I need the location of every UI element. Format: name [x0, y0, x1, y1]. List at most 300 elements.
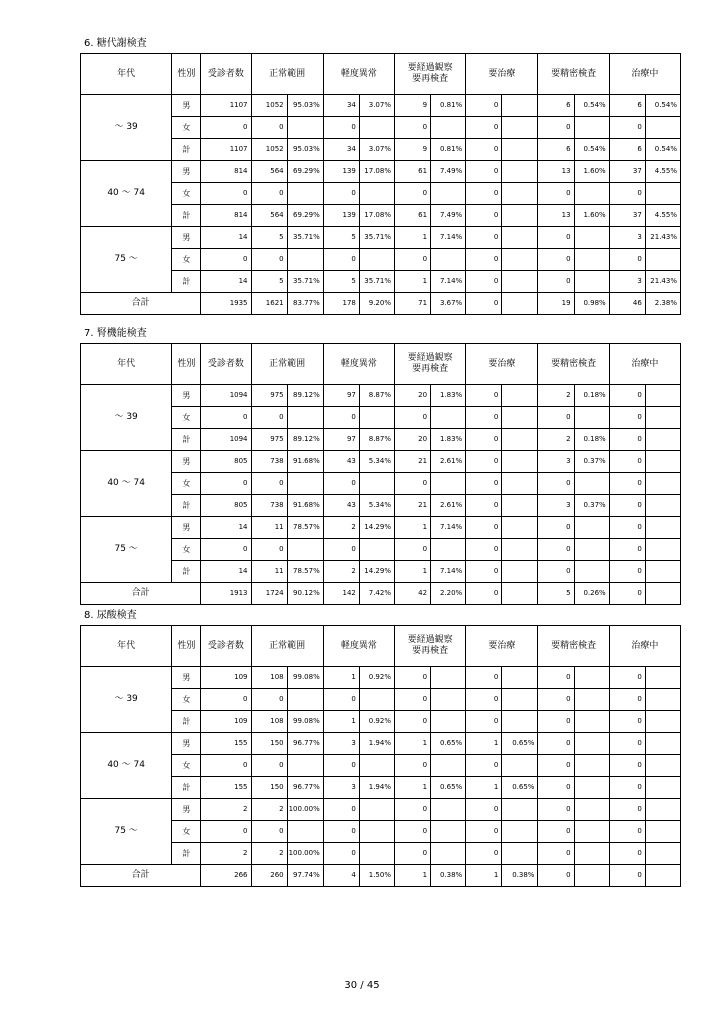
total-label: 合計: [81, 865, 201, 887]
count-cell: 2: [538, 385, 574, 407]
percent-cell: [287, 117, 323, 139]
count-cell: 0: [394, 539, 430, 561]
percent-cell: [645, 517, 680, 539]
total-row: [81, 583, 681, 605]
count-cell: 0: [466, 517, 502, 539]
count-cell: 1052: [251, 95, 287, 117]
column-header: 要治療: [466, 344, 538, 385]
sex-cell: 男: [172, 451, 201, 473]
percent-cell: 0.81%: [431, 139, 466, 161]
table-row: [81, 227, 681, 249]
column-header: 正常範囲: [251, 54, 323, 95]
percent-cell: [502, 495, 538, 517]
count-cell: 1: [466, 865, 502, 887]
percent-cell: [574, 271, 609, 293]
percent-cell: [431, 667, 466, 689]
percent-cell: [502, 711, 538, 733]
count-cell: 20: [394, 429, 430, 451]
count-cell: 0: [609, 843, 645, 865]
age-group-cell: ～ 39: [81, 95, 172, 161]
count-cell: 1: [394, 561, 430, 583]
count-cell: 1: [394, 271, 430, 293]
column-header: 軽度異常: [323, 344, 394, 385]
count-cell: 0: [538, 249, 574, 271]
column-header: 年代: [81, 344, 172, 385]
percent-cell: [359, 473, 394, 495]
count-cell: 2: [323, 517, 359, 539]
count-cell: 0: [394, 249, 430, 271]
count-cell: 0: [323, 249, 359, 271]
percent-cell: 5.34%: [359, 495, 394, 517]
percent-cell: [502, 139, 538, 161]
section-title: 6. 糖代謝検査: [84, 38, 147, 49]
percent-cell: 90.12%: [287, 583, 323, 605]
count-cell: 61: [394, 205, 430, 227]
count-cell: 0: [609, 117, 645, 139]
column-header: 正常範囲: [251, 626, 323, 667]
percent-cell: 0.98%: [574, 293, 609, 315]
percent-cell: [502, 451, 538, 473]
percent-cell: [645, 407, 680, 429]
percent-cell: 17.08%: [359, 205, 394, 227]
percent-cell: 7.14%: [431, 271, 466, 293]
sex-cell: 女: [172, 755, 201, 777]
examinee-count-cell: 1107: [201, 95, 251, 117]
percent-cell: 96.77%: [287, 777, 323, 799]
count-cell: 0: [538, 539, 574, 561]
column-header: 治療中: [609, 344, 680, 385]
count-cell: 0: [609, 495, 645, 517]
percent-cell: [574, 667, 609, 689]
examinee-count-cell: 109: [201, 711, 251, 733]
count-cell: 1: [466, 733, 502, 755]
count-cell: 3: [609, 227, 645, 249]
sex-cell: 男: [172, 385, 201, 407]
percent-cell: [287, 821, 323, 843]
column-header: 治療中: [609, 626, 680, 667]
column-header: 受診者数: [201, 626, 251, 667]
percent-cell: [502, 293, 538, 315]
count-cell: 0: [251, 249, 287, 271]
count-cell: 0: [538, 733, 574, 755]
sex-cell: 女: [172, 183, 201, 205]
column-header: 受診者数: [201, 54, 251, 95]
count-cell: 2: [538, 429, 574, 451]
count-cell: 13: [538, 205, 574, 227]
percent-cell: [645, 755, 680, 777]
percent-cell: 0.92%: [359, 711, 394, 733]
percent-cell: 3.07%: [359, 139, 394, 161]
percent-cell: [574, 183, 609, 205]
count-cell: 97: [323, 385, 359, 407]
examinee-count-cell: 0: [201, 249, 251, 271]
column-header: 治療中: [609, 54, 680, 95]
percent-cell: [359, 117, 394, 139]
column-header: 年代: [81, 626, 172, 667]
column-header: 要精密検査: [538, 626, 609, 667]
examinee-count-cell: 2: [201, 799, 251, 821]
count-cell: 0: [538, 689, 574, 711]
percent-cell: [645, 385, 680, 407]
column-header: 要精密検査: [538, 344, 609, 385]
percent-cell: 5.34%: [359, 451, 394, 473]
count-cell: 3: [538, 451, 574, 473]
percent-cell: [359, 843, 394, 865]
percent-cell: 1.94%: [359, 777, 394, 799]
percent-cell: 14.29%: [359, 517, 394, 539]
percent-cell: [287, 689, 323, 711]
count-cell: 21: [394, 451, 430, 473]
percent-cell: [645, 539, 680, 561]
percent-cell: 7.49%: [431, 205, 466, 227]
count-cell: 0: [609, 517, 645, 539]
count-cell: 0: [394, 183, 430, 205]
percent-cell: 17.08%: [359, 161, 394, 183]
count-cell: 0: [609, 667, 645, 689]
count-cell: 20: [394, 385, 430, 407]
count-cell: 0: [394, 821, 430, 843]
count-cell: 0: [251, 755, 287, 777]
count-cell: 0: [538, 561, 574, 583]
count-cell: 0: [538, 517, 574, 539]
count-cell: 0: [466, 843, 502, 865]
count-cell: 0: [609, 821, 645, 843]
total-row: [81, 293, 681, 315]
percent-cell: 0.54%: [574, 139, 609, 161]
percent-cell: 99.08%: [287, 711, 323, 733]
count-cell: 0: [251, 117, 287, 139]
count-cell: 0: [394, 473, 430, 495]
count-cell: 6: [609, 139, 645, 161]
examinee-count-cell: 0: [201, 821, 251, 843]
count-cell: 37: [609, 205, 645, 227]
count-cell: 0: [323, 755, 359, 777]
column-header: 性別: [172, 626, 201, 667]
percent-cell: 35.71%: [359, 227, 394, 249]
examinee-count-cell: 2: [201, 843, 251, 865]
percent-cell: [502, 429, 538, 451]
count-cell: 139: [323, 161, 359, 183]
percent-cell: [645, 451, 680, 473]
column-header: 要治療: [466, 54, 538, 95]
percent-cell: 0.18%: [574, 385, 609, 407]
percent-cell: [645, 583, 680, 605]
count-cell: 0: [538, 667, 574, 689]
count-cell: 738: [251, 495, 287, 517]
sex-cell: 計: [172, 711, 201, 733]
column-header: 要経過観察 要再検査: [394, 344, 465, 385]
percent-cell: [574, 843, 609, 865]
count-cell: 0: [466, 473, 502, 495]
percent-cell: [502, 205, 538, 227]
percent-cell: 97.74%: [287, 865, 323, 887]
count-cell: 1621: [251, 293, 287, 315]
count-cell: 0: [609, 249, 645, 271]
count-cell: 6: [609, 95, 645, 117]
percent-cell: [502, 843, 538, 865]
count-cell: 0: [466, 183, 502, 205]
age-group-cell: 75 ～: [81, 799, 172, 865]
percent-cell: [645, 733, 680, 755]
percent-cell: [431, 183, 466, 205]
column-header: 軽度異常: [323, 54, 394, 95]
percent-cell: 3.67%: [431, 293, 466, 315]
percent-cell: [502, 183, 538, 205]
count-cell: 0: [466, 161, 502, 183]
count-cell: 0: [538, 843, 574, 865]
percent-cell: [645, 865, 680, 887]
percent-cell: 0.65%: [502, 733, 538, 755]
percent-cell: [431, 473, 466, 495]
column-header: 要精密検査: [538, 54, 609, 95]
count-cell: 0: [323, 473, 359, 495]
percent-cell: 1.83%: [431, 429, 466, 451]
count-cell: 13: [538, 161, 574, 183]
count-cell: 3: [538, 495, 574, 517]
examinee-count-cell: 0: [201, 473, 251, 495]
percent-cell: [431, 249, 466, 271]
total-label: 合計: [81, 293, 201, 315]
sex-cell: 女: [172, 689, 201, 711]
count-cell: 0: [466, 821, 502, 843]
count-cell: 0: [251, 821, 287, 843]
count-cell: 34: [323, 95, 359, 117]
percent-cell: 7.49%: [431, 161, 466, 183]
percent-cell: 96.77%: [287, 733, 323, 755]
count-cell: 0: [538, 183, 574, 205]
count-cell: 71: [394, 293, 430, 315]
percent-cell: 0.38%: [502, 865, 538, 887]
percent-cell: [431, 117, 466, 139]
count-cell: 2: [251, 799, 287, 821]
count-cell: 0: [394, 843, 430, 865]
count-cell: 139: [323, 205, 359, 227]
count-cell: 0: [394, 799, 430, 821]
percent-cell: 89.12%: [287, 385, 323, 407]
count-cell: 5: [251, 227, 287, 249]
column-header: 受診者数: [201, 344, 251, 385]
count-cell: 0: [609, 733, 645, 755]
header-row: [81, 344, 681, 385]
sex-cell: 男: [172, 733, 201, 755]
sex-cell: 計: [172, 271, 201, 293]
count-cell: 0: [323, 117, 359, 139]
percent-cell: [574, 539, 609, 561]
count-cell: 3: [323, 777, 359, 799]
percent-cell: 69.29%: [287, 205, 323, 227]
percent-cell: [431, 755, 466, 777]
percent-cell: 0.54%: [574, 95, 609, 117]
percent-cell: 1.83%: [431, 385, 466, 407]
count-cell: 11: [251, 561, 287, 583]
count-cell: 0: [466, 139, 502, 161]
examinee-count-cell: 14: [201, 561, 251, 583]
percent-cell: [287, 249, 323, 271]
percent-cell: [502, 473, 538, 495]
count-cell: 34: [323, 139, 359, 161]
percent-cell: [502, 385, 538, 407]
table-row: [81, 733, 681, 755]
count-cell: 0: [538, 755, 574, 777]
percent-cell: 99.08%: [287, 667, 323, 689]
examinee-count-cell: 0: [201, 183, 251, 205]
age-group-cell: ～ 39: [81, 385, 172, 451]
percent-cell: 2.61%: [431, 495, 466, 517]
count-cell: 0: [466, 117, 502, 139]
count-cell: 0: [609, 583, 645, 605]
count-cell: 0: [466, 95, 502, 117]
percent-cell: [645, 183, 680, 205]
sex-cell: 女: [172, 249, 201, 271]
percent-cell: [502, 539, 538, 561]
count-cell: 0: [609, 451, 645, 473]
percent-cell: [359, 821, 394, 843]
percent-cell: 14.29%: [359, 561, 394, 583]
percent-cell: 35.71%: [287, 227, 323, 249]
percent-cell: 0.38%: [431, 865, 466, 887]
count-cell: 11: [251, 517, 287, 539]
count-cell: 3: [323, 733, 359, 755]
count-cell: 42: [394, 583, 430, 605]
count-cell: 0: [394, 407, 430, 429]
age-group-cell: 40 ～ 74: [81, 451, 172, 517]
count-cell: 1: [323, 667, 359, 689]
percent-cell: 1.60%: [574, 161, 609, 183]
count-cell: 0: [538, 271, 574, 293]
count-cell: 0: [466, 385, 502, 407]
count-cell: 0: [466, 755, 502, 777]
percent-cell: [287, 539, 323, 561]
percent-cell: [359, 539, 394, 561]
examinee-count-cell: 1935: [201, 293, 251, 315]
sex-cell: 計: [172, 139, 201, 161]
count-cell: 2: [323, 561, 359, 583]
count-cell: 0: [323, 407, 359, 429]
count-cell: 0: [251, 689, 287, 711]
count-cell: 5: [323, 271, 359, 293]
count-cell: 0: [609, 385, 645, 407]
count-cell: 37: [609, 161, 645, 183]
percent-cell: 100.00%: [287, 799, 323, 821]
count-cell: 0: [466, 799, 502, 821]
percent-cell: [574, 733, 609, 755]
percent-cell: 69.29%: [287, 161, 323, 183]
age-group-cell: 40 ～ 74: [81, 733, 172, 799]
percent-cell: 35.71%: [287, 271, 323, 293]
count-cell: 1: [394, 227, 430, 249]
percent-cell: 91.68%: [287, 451, 323, 473]
percent-cell: [574, 249, 609, 271]
percent-cell: 4.55%: [645, 161, 680, 183]
column-header: 要経過観察 要再検査: [394, 626, 465, 667]
percent-cell: [287, 473, 323, 495]
count-cell: 142: [323, 583, 359, 605]
count-cell: 0: [466, 407, 502, 429]
age-group-cell: ～ 39: [81, 667, 172, 733]
count-cell: 0: [609, 755, 645, 777]
results-table: [80, 343, 681, 605]
percent-cell: [574, 561, 609, 583]
percent-cell: 0.65%: [502, 777, 538, 799]
count-cell: 5: [251, 271, 287, 293]
count-cell: 108: [251, 711, 287, 733]
count-cell: 1: [394, 865, 430, 887]
percent-cell: [287, 183, 323, 205]
sex-cell: 男: [172, 799, 201, 821]
percent-cell: 0.54%: [645, 95, 680, 117]
percent-cell: [645, 561, 680, 583]
examinee-count-cell: 1094: [201, 385, 251, 407]
percent-cell: [574, 227, 609, 249]
percent-cell: [431, 407, 466, 429]
examinee-count-cell: 814: [201, 161, 251, 183]
count-cell: 46: [609, 293, 645, 315]
count-cell: 1: [394, 733, 430, 755]
count-cell: 0: [251, 473, 287, 495]
sex-cell: 計: [172, 843, 201, 865]
count-cell: 1: [394, 517, 430, 539]
count-cell: 0: [538, 473, 574, 495]
sex-cell: 女: [172, 821, 201, 843]
percent-cell: [645, 799, 680, 821]
count-cell: 0: [394, 667, 430, 689]
examinee-count-cell: 266: [201, 865, 251, 887]
count-cell: 0: [466, 451, 502, 473]
count-cell: 0: [323, 183, 359, 205]
examinee-count-cell: 14: [201, 517, 251, 539]
percent-cell: [502, 561, 538, 583]
examinee-count-cell: 0: [201, 117, 251, 139]
percent-cell: 0.37%: [574, 451, 609, 473]
percent-cell: 78.57%: [287, 517, 323, 539]
column-header: 正常範囲: [251, 344, 323, 385]
page-number: 30 / 45: [344, 980, 380, 991]
percent-cell: [502, 821, 538, 843]
count-cell: 3: [609, 271, 645, 293]
percent-cell: [574, 865, 609, 887]
table-row: [81, 95, 681, 117]
percent-cell: 1.94%: [359, 733, 394, 755]
count-cell: 150: [251, 777, 287, 799]
table-row: [81, 799, 681, 821]
percent-cell: [645, 473, 680, 495]
percent-cell: 95.03%: [287, 139, 323, 161]
table-row: [81, 385, 681, 407]
count-cell: 0: [538, 407, 574, 429]
count-cell: 9: [394, 139, 430, 161]
count-cell: 9: [394, 95, 430, 117]
count-cell: 0: [538, 711, 574, 733]
count-cell: 0: [251, 539, 287, 561]
section-title: 8. 尿酸検査: [84, 610, 137, 621]
percent-cell: [359, 755, 394, 777]
percent-cell: [502, 117, 538, 139]
percent-cell: [502, 249, 538, 271]
sex-cell: 女: [172, 473, 201, 495]
count-cell: 564: [251, 161, 287, 183]
count-cell: 260: [251, 865, 287, 887]
count-cell: 0: [609, 777, 645, 799]
examinee-count-cell: 1094: [201, 429, 251, 451]
count-cell: 0: [609, 539, 645, 561]
percent-cell: 83.77%: [287, 293, 323, 315]
count-cell: 61: [394, 161, 430, 183]
count-cell: 0: [466, 539, 502, 561]
count-cell: 0: [538, 799, 574, 821]
percent-cell: [431, 843, 466, 865]
table-row: [81, 667, 681, 689]
percent-cell: [574, 117, 609, 139]
